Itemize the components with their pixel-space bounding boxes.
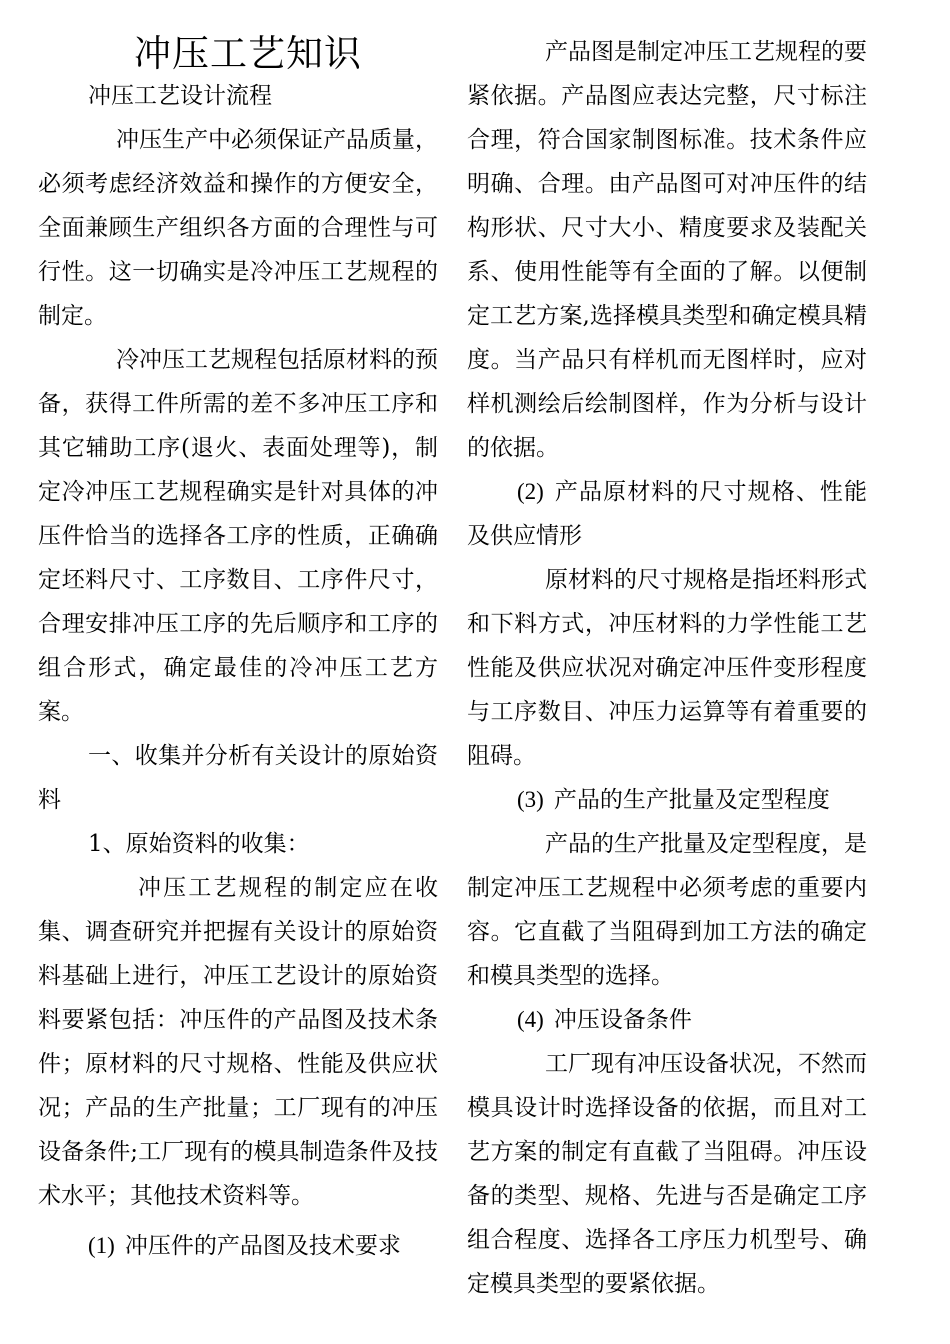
right-column — [467, 0, 867, 1306]
list-item-heading — [467, 470, 867, 558]
paragraph: 产品图是制定冲压工艺规程的要紧依据。产品图应表达完整，尺寸标注合理，符合国家制图标准。技术条件应明确、合理。由产品图可对冲压件的结构形状、尺寸大小、精度要求及装配关系、使用性能等有全面的了解。以便制定工艺方案,选择模具类型和确定模具精度。当产品只有样机而无图样时，应对样机测绘后绘制图样，作为分析与设计的依据。 — [467, 39, 867, 461]
paragraph: 产品的生产批量及定型程度，是制定冲压工艺规程中必须考虑的重要内容。它直截了当阻碍到加工方法的确定和模具类型的选择。 — [467, 831, 867, 989]
list-item-heading — [38, 1224, 438, 1268]
subsection-heading: 1、原始资料的收集： — [88, 831, 310, 857]
document-subtitle: 冲压工艺设计流程 — [88, 83, 272, 109]
list-item-number: (4) — [517, 1007, 544, 1032]
paragraph: 冷冲压工艺规程包括原材料的预备，获得工件所需的差不多冲压工序和其它辅助工序(退火、表面处理等)，制定冷冲压工艺规程确实是针对具体的冲压件恰当的选择各工序的性质，正确确定坯料尺寸、工序数目、工序件尺寸，合理安排冲压工序的先后顺序和工序的组合形式，确定最佳的冷冲压工艺方案。 — [38, 347, 438, 725]
section-heading: 一、收集并分析有关设计的原始资料 — [38, 743, 438, 813]
paragraph: 冲压工艺规程的制定应在收集、调查研究并把握有关设计的原始资料基础上进行，冲压工艺设计的原始资料要紧包括：冲压件的产品图及技术条件；原材料的尺寸规格、性能及供应状况；产品的生产批量；工厂现有的冲压设备条件;工厂现有的模具制造条件及技术水平；其他技术资料等。 — [38, 875, 438, 1209]
list-item-text: 冲压件的产品图及技术要求 — [124, 1233, 401, 1259]
list-item-number: (3) — [517, 787, 544, 812]
left-column — [38, 0, 438, 1268]
list-item-heading — [467, 778, 867, 822]
list-item-heading — [467, 998, 867, 1042]
paragraph: 工厂现有冲压设备状况，不然而模具设计时选择设备的依据，而且对工艺方案的制定有直截了当阻碍。冲压设备的类型、规格、先进与否是确定工序组合程度、选择各工序压力机型号、确定模具类型的要紧依据。 — [467, 1051, 867, 1297]
list-item-number: (1) — [88, 1233, 115, 1258]
paragraph: 冲压生产中必须保证产品质量，必须考虑经济效益和操作的方便安全，全面兼顾生产组织各方面的合理性与可行性。这一切确实是冷冲压工艺规程的制定。 — [38, 127, 438, 329]
list-item-text: 产品原材料的尺寸规格、性能及供应情形 — [467, 479, 867, 549]
document-title: 冲压工艺知识 — [134, 32, 362, 75]
list-item-text: 冲压设备条件 — [553, 1007, 692, 1033]
paragraph: 原材料的尺寸规格是指坯料形式和下料方式，冲压材料的力学性能工艺性能及供应状况对确定冲压件变形程度与工序数目、冲压力运算等有着重要的阻碍。 — [467, 567, 867, 769]
list-item-text: 产品的生产批量及定型程度 — [553, 787, 830, 813]
list-item-number: (2) — [517, 479, 544, 504]
